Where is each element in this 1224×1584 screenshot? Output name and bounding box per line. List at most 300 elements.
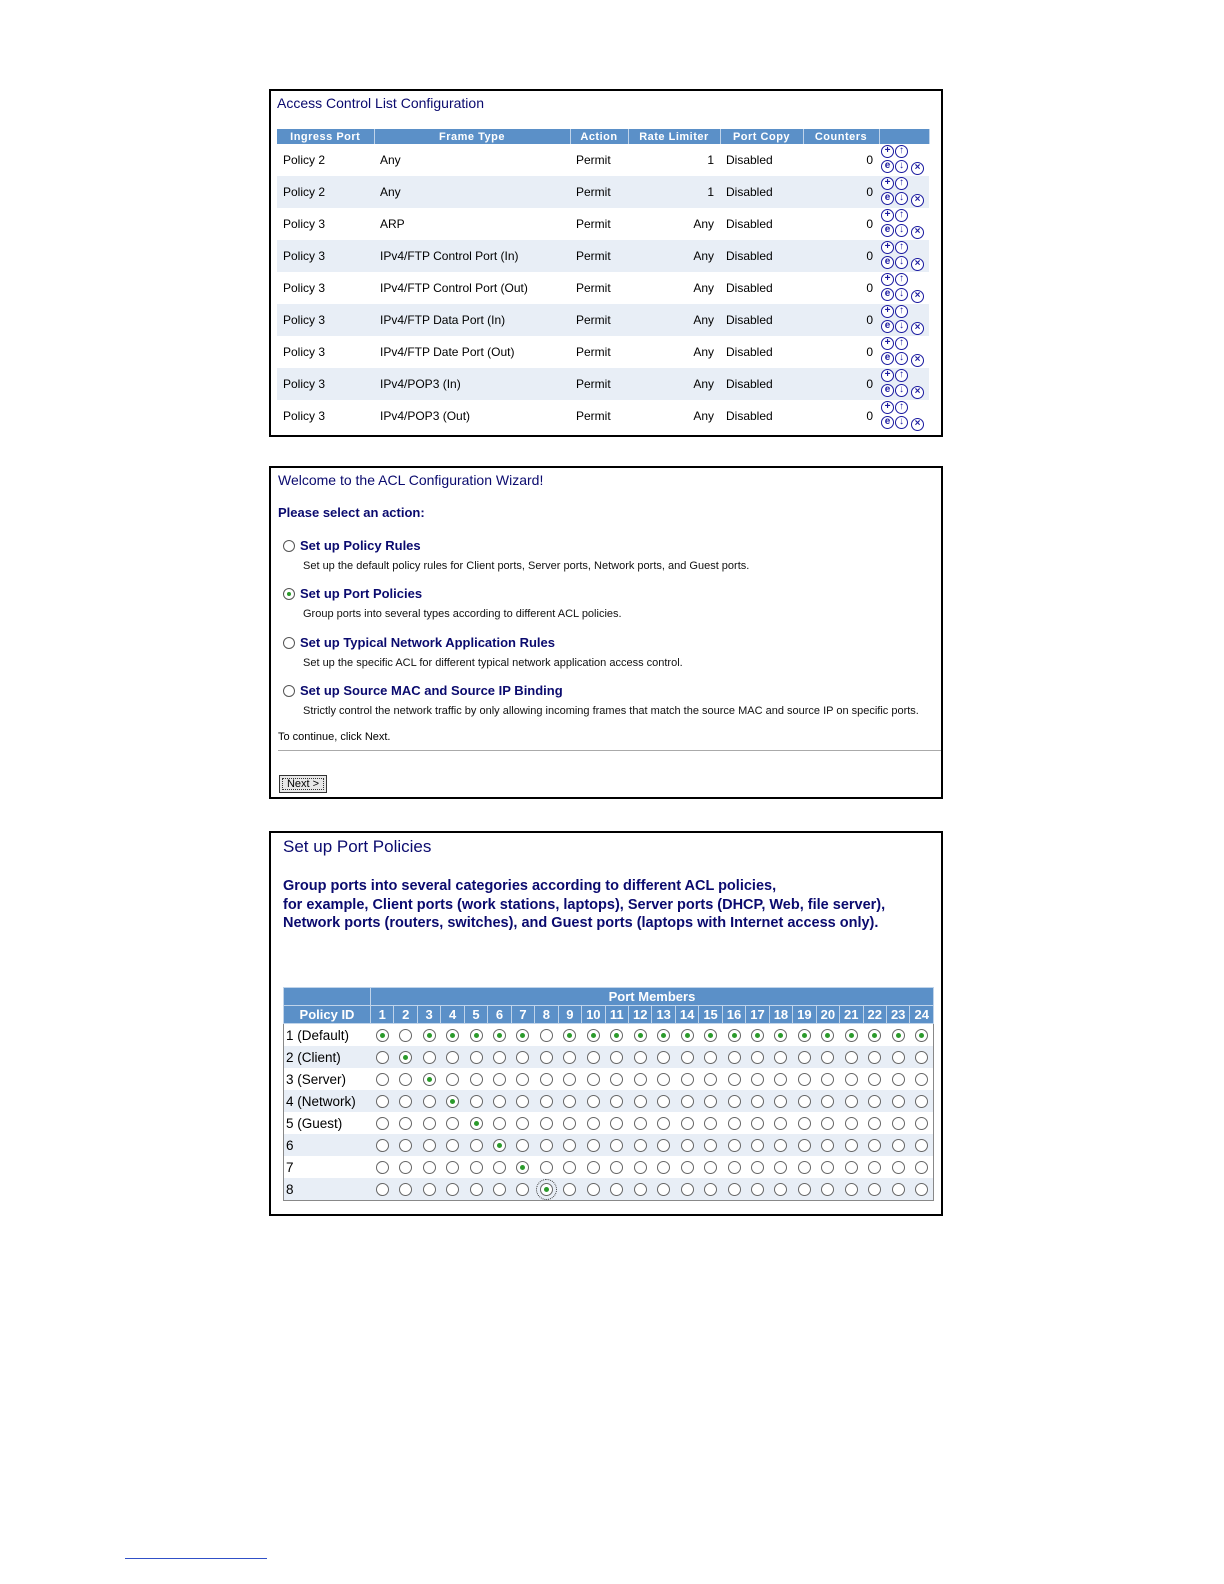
port-radio[interactable]	[587, 1029, 600, 1042]
move-up-icon[interactable]: ↑	[895, 241, 908, 254]
acl-title: Access Control List Configuration	[277, 95, 484, 111]
port-radio[interactable]	[868, 1029, 881, 1042]
insert-icon[interactable]: +	[881, 369, 894, 382]
port-cell	[417, 1112, 440, 1134]
port-radio[interactable]	[540, 1095, 553, 1108]
port-radio[interactable]	[681, 1029, 694, 1042]
port-radio[interactable]	[563, 1051, 576, 1064]
port-radio[interactable]	[751, 1095, 764, 1108]
port-radio[interactable]	[376, 1161, 389, 1174]
port-cell	[769, 1112, 792, 1134]
port-radio[interactable]	[704, 1073, 717, 1086]
port-radio[interactable]	[868, 1161, 881, 1174]
port-radio[interactable]	[587, 1139, 600, 1152]
insert-icon[interactable]: +	[881, 273, 894, 286]
option-label[interactable]: Set up Source MAC and Source IP Binding	[300, 683, 563, 698]
port-radio[interactable]	[868, 1139, 881, 1152]
port-number-header: 16	[722, 1006, 745, 1024]
port-cell	[886, 1112, 909, 1134]
port-radio[interactable]	[657, 1073, 670, 1086]
port-radio[interactable]	[376, 1095, 389, 1108]
port-radio[interactable]	[399, 1029, 412, 1042]
port-cell	[582, 1068, 605, 1090]
port-radio[interactable]	[845, 1095, 858, 1108]
port-radio[interactable]	[516, 1117, 529, 1130]
port-radio[interactable]	[821, 1161, 834, 1174]
port-radio[interactable]	[446, 1073, 459, 1086]
port-radio[interactable]	[423, 1161, 436, 1174]
continue-hint: To continue, click Next.	[278, 731, 391, 743]
port-radio[interactable]	[563, 1073, 576, 1086]
port-radio[interactable]	[563, 1117, 576, 1130]
port-radio[interactable]	[845, 1117, 858, 1130]
port-radio[interactable]	[892, 1183, 905, 1196]
port-radio[interactable]	[493, 1183, 506, 1196]
delete-icon[interactable]: ×	[911, 226, 924, 239]
ingress-port-cell: Policy 3	[277, 336, 374, 368]
row-actions	[879, 336, 929, 368]
port-radio[interactable]	[399, 1051, 412, 1064]
port-radio[interactable]	[634, 1073, 647, 1086]
port-radio[interactable]	[634, 1029, 647, 1042]
port-cell	[582, 1178, 605, 1201]
port-radio[interactable]	[399, 1095, 412, 1108]
port-number-header: 15	[699, 1006, 722, 1024]
port-radio[interactable]	[915, 1095, 928, 1108]
port-radio[interactable]	[657, 1095, 670, 1108]
port-radio[interactable]	[493, 1117, 506, 1130]
port-radio[interactable]	[915, 1073, 928, 1086]
port-radio[interactable]	[774, 1073, 787, 1086]
port-radio[interactable]	[845, 1051, 858, 1064]
move-up-icon[interactable]: ↑	[895, 401, 908, 414]
port-radio[interactable]	[774, 1183, 787, 1196]
edit-icon[interactable]: e	[881, 256, 894, 269]
frame-type-cell: IPv4/POP3 (Out)	[374, 400, 570, 432]
port-radio[interactable]	[587, 1161, 600, 1174]
port-radio[interactable]	[657, 1117, 670, 1130]
port-radio[interactable]	[798, 1051, 811, 1064]
port-radio[interactable]	[423, 1029, 436, 1042]
port-radio[interactable]	[728, 1095, 741, 1108]
port-radio[interactable]	[610, 1051, 623, 1064]
port-radio[interactable]	[798, 1073, 811, 1086]
port-radio[interactable]	[751, 1161, 764, 1174]
ingress-port-cell: Policy 3	[277, 272, 374, 304]
port-cell	[769, 1068, 792, 1090]
edit-icon[interactable]: e	[881, 352, 894, 365]
port-radio[interactable]	[915, 1161, 928, 1174]
port-cell	[628, 1134, 651, 1156]
port-radio[interactable]	[376, 1073, 389, 1086]
port-radio[interactable]	[728, 1161, 741, 1174]
move-down-icon[interactable]: ↓	[895, 352, 908, 365]
port-radio[interactable]	[751, 1117, 764, 1130]
insert-icon[interactable]: +	[881, 305, 894, 318]
port-copy-cell: Disabled	[720, 400, 803, 432]
port-radio[interactable]	[516, 1183, 529, 1196]
port-radio[interactable]	[821, 1183, 834, 1196]
port-radio[interactable]	[728, 1073, 741, 1086]
port-radio[interactable]	[657, 1051, 670, 1064]
port-radio[interactable]	[446, 1161, 459, 1174]
delete-icon[interactable]: ×	[911, 162, 924, 175]
edit-icon[interactable]: e	[881, 320, 894, 333]
port-radio[interactable]	[540, 1183, 553, 1196]
insert-icon[interactable]: +	[881, 241, 894, 254]
port-radio[interactable]	[845, 1183, 858, 1196]
move-down-icon[interactable]: ↓	[895, 384, 908, 397]
port-radio[interactable]	[845, 1029, 858, 1042]
delete-icon[interactable]: ×	[911, 322, 924, 335]
port-number-header: 1	[371, 1006, 394, 1024]
port-radio[interactable]	[774, 1139, 787, 1152]
port-radio[interactable]	[728, 1139, 741, 1152]
port-radio[interactable]	[493, 1161, 506, 1174]
port-radio[interactable]	[540, 1161, 553, 1174]
port-radio[interactable]	[681, 1095, 694, 1108]
port-radio[interactable]	[774, 1095, 787, 1108]
port-radio[interactable]	[681, 1117, 694, 1130]
frame-type-cell: IPv4/FTP Control Port (Out)	[374, 272, 570, 304]
port-radio[interactable]	[376, 1117, 389, 1130]
option-radio[interactable]	[283, 588, 295, 600]
port-radio[interactable]	[399, 1161, 412, 1174]
port-radio[interactable]	[868, 1073, 881, 1086]
port-radio[interactable]	[423, 1117, 436, 1130]
edit-icon[interactable]: e	[881, 192, 894, 205]
port-radio[interactable]	[470, 1117, 483, 1130]
port-radio[interactable]	[610, 1161, 623, 1174]
port-radio[interactable]	[516, 1029, 529, 1042]
port-radio[interactable]	[470, 1029, 483, 1042]
port-cell	[793, 1112, 816, 1134]
port-radio[interactable]	[821, 1139, 834, 1152]
port-radio[interactable]	[798, 1183, 811, 1196]
port-radio[interactable]	[892, 1139, 905, 1152]
move-up-icon[interactable]: ↑	[895, 209, 908, 222]
port-cell	[464, 1112, 487, 1134]
port-radio[interactable]	[423, 1073, 436, 1086]
port-radio[interactable]	[915, 1051, 928, 1064]
port-number-header: 17	[746, 1006, 769, 1024]
port-radio[interactable]	[868, 1183, 881, 1196]
port-radio[interactable]	[516, 1073, 529, 1086]
port-radio[interactable]	[728, 1029, 741, 1042]
port-radio[interactable]	[868, 1051, 881, 1064]
delete-icon[interactable]: ×	[911, 354, 924, 367]
ingress-port-cell: Policy 3	[277, 368, 374, 400]
port-radio[interactable]	[516, 1095, 529, 1108]
port-radio[interactable]	[892, 1161, 905, 1174]
port-cell	[840, 1178, 863, 1201]
delete-icon[interactable]: ×	[911, 194, 924, 207]
port-cell	[511, 1112, 534, 1134]
port-radio[interactable]	[610, 1117, 623, 1130]
port-radio[interactable]	[610, 1139, 623, 1152]
port-radio[interactable]	[423, 1095, 436, 1108]
port-radio[interactable]	[470, 1051, 483, 1064]
port-radio[interactable]	[915, 1183, 928, 1196]
policy-row	[284, 1024, 934, 1047]
port-radio[interactable]	[563, 1161, 576, 1174]
port-radio[interactable]	[516, 1161, 529, 1174]
port-radio[interactable]	[563, 1095, 576, 1108]
port-radio[interactable]	[915, 1139, 928, 1152]
option-label[interactable]: Set up Typical Network Application Rules	[300, 635, 555, 650]
port-radio[interactable]	[821, 1117, 834, 1130]
move-down-icon[interactable]: ↓	[895, 192, 908, 205]
port-radio[interactable]	[915, 1117, 928, 1130]
wizard-prompt: Please select an action:	[278, 505, 425, 520]
move-down-icon[interactable]: ↓	[895, 288, 908, 301]
move-up-icon[interactable]: ↑	[895, 145, 908, 158]
port-radio[interactable]	[657, 1029, 670, 1042]
delete-icon[interactable]: ×	[911, 386, 924, 399]
port-radio[interactable]	[681, 1073, 694, 1086]
port-radio[interactable]	[587, 1051, 600, 1064]
port-radio[interactable]	[376, 1183, 389, 1196]
acl-table	[277, 129, 930, 432]
port-radio[interactable]	[376, 1139, 389, 1152]
port-radio[interactable]	[540, 1073, 553, 1086]
port-radio[interactable]	[892, 1029, 905, 1042]
port-radio[interactable]	[798, 1095, 811, 1108]
delete-icon[interactable]: ×	[911, 418, 924, 431]
port-radio[interactable]	[681, 1139, 694, 1152]
port-cell	[511, 1134, 534, 1156]
port-radio[interactable]	[704, 1029, 717, 1042]
port-radio[interactable]	[892, 1117, 905, 1130]
edit-icon[interactable]: e	[881, 224, 894, 237]
col-ingress-port: Ingress Port	[277, 129, 374, 144]
port-radio[interactable]	[446, 1183, 459, 1196]
port-radio[interactable]	[704, 1095, 717, 1108]
port-radio[interactable]	[657, 1139, 670, 1152]
port-radio[interactable]	[704, 1161, 717, 1174]
insert-icon[interactable]: +	[881, 401, 894, 414]
port-radio[interactable]	[821, 1051, 834, 1064]
port-radio[interactable]	[587, 1095, 600, 1108]
port-radio[interactable]	[845, 1073, 858, 1086]
move-down-icon[interactable]: ↓	[895, 256, 908, 269]
port-radio[interactable]	[399, 1139, 412, 1152]
option-label[interactable]: Set up Policy Rules	[300, 538, 421, 553]
port-radio[interactable]	[493, 1139, 506, 1152]
port-radio[interactable]	[728, 1051, 741, 1064]
edit-icon[interactable]: e	[881, 160, 894, 173]
port-radio[interactable]	[751, 1183, 764, 1196]
port-cell	[863, 1024, 886, 1047]
port-radio[interactable]	[376, 1051, 389, 1064]
port-radio[interactable]	[376, 1029, 389, 1042]
port-cell	[652, 1046, 675, 1068]
counters-cell: 0	[803, 368, 879, 400]
port-radio[interactable]	[728, 1183, 741, 1196]
port-cell	[652, 1134, 675, 1156]
port-radio[interactable]	[399, 1073, 412, 1086]
delete-icon[interactable]: ×	[911, 258, 924, 271]
port-radio[interactable]	[681, 1051, 694, 1064]
port-radio[interactable]	[470, 1073, 483, 1086]
port-radio[interactable]	[657, 1183, 670, 1196]
port-radio[interactable]	[798, 1029, 811, 1042]
port-radio[interactable]	[774, 1051, 787, 1064]
insert-icon[interactable]: +	[881, 145, 894, 158]
port-cell	[628, 1068, 651, 1090]
port-radio[interactable]	[774, 1029, 787, 1042]
port-radio[interactable]	[610, 1029, 623, 1042]
ingress-port-cell: Policy 3	[277, 208, 374, 240]
move-down-icon[interactable]: ↓	[895, 224, 908, 237]
port-radio[interactable]	[399, 1183, 412, 1196]
port-radio[interactable]	[470, 1161, 483, 1174]
port-radio[interactable]	[493, 1095, 506, 1108]
port-radio[interactable]	[587, 1183, 600, 1196]
port-radio[interactable]	[423, 1183, 436, 1196]
port-radio[interactable]	[540, 1117, 553, 1130]
port-radio[interactable]	[493, 1029, 506, 1042]
port-radio[interactable]	[446, 1051, 459, 1064]
insert-icon[interactable]: +	[881, 177, 894, 190]
port-radio[interactable]	[798, 1161, 811, 1174]
port-radio[interactable]	[892, 1073, 905, 1086]
port-radio[interactable]	[798, 1139, 811, 1152]
port-radio[interactable]	[563, 1183, 576, 1196]
next-button[interactable]: Next >	[279, 775, 327, 793]
port-radio[interactable]	[470, 1183, 483, 1196]
port-radio[interactable]	[868, 1095, 881, 1108]
policy-name: 2 (Client)	[284, 1046, 371, 1068]
port-cell	[816, 1178, 839, 1201]
port-radio[interactable]	[634, 1183, 647, 1196]
port-radio[interactable]	[634, 1139, 647, 1152]
insert-icon[interactable]: +	[881, 337, 894, 350]
port-radio[interactable]	[868, 1117, 881, 1130]
port-radio[interactable]	[821, 1073, 834, 1086]
port-cell	[441, 1090, 464, 1112]
port-radio[interactable]	[751, 1073, 764, 1086]
insert-icon[interactable]: +	[881, 209, 894, 222]
port-radio[interactable]	[399, 1117, 412, 1130]
description-line: Group ports into several categories according to different ACL policies,	[283, 878, 777, 894]
port-radio[interactable]	[493, 1051, 506, 1064]
port-radio[interactable]	[446, 1095, 459, 1108]
edit-icon[interactable]: e	[881, 288, 894, 301]
port-radio[interactable]	[704, 1051, 717, 1064]
port-radio[interactable]	[798, 1117, 811, 1130]
option-radio[interactable]	[283, 685, 295, 697]
port-cell	[511, 1156, 534, 1178]
port-radio[interactable]	[563, 1139, 576, 1152]
move-up-icon[interactable]: ↑	[895, 177, 908, 190]
port-radio[interactable]	[540, 1139, 553, 1152]
move-up-icon[interactable]: ↑	[895, 273, 908, 286]
option-radio[interactable]	[283, 637, 295, 649]
move-up-icon[interactable]: ↑	[895, 337, 908, 350]
port-cell	[863, 1178, 886, 1201]
move-down-icon[interactable]: ↓	[895, 320, 908, 333]
port-radio[interactable]	[704, 1117, 717, 1130]
port-cell	[652, 1178, 675, 1201]
port-radio[interactable]	[681, 1161, 694, 1174]
move-up-icon[interactable]: ↑	[895, 369, 908, 382]
port-radio[interactable]	[610, 1095, 623, 1108]
port-radio[interactable]	[610, 1183, 623, 1196]
delete-icon[interactable]: ×	[911, 290, 924, 303]
port-radio[interactable]	[892, 1051, 905, 1064]
port-radio[interactable]	[634, 1117, 647, 1130]
port-radio[interactable]	[751, 1139, 764, 1152]
port-cell	[910, 1178, 934, 1201]
acl-wizard-panel	[269, 466, 943, 799]
port-radio[interactable]	[774, 1117, 787, 1130]
port-radio[interactable]	[540, 1029, 553, 1042]
ingress-port-cell: Policy 2	[277, 176, 374, 208]
port-radio[interactable]	[657, 1161, 670, 1174]
port-radio[interactable]	[563, 1029, 576, 1042]
frame-type-cell: IPv4/FTP Date Port (Out)	[374, 336, 570, 368]
port-radio[interactable]	[751, 1029, 764, 1042]
edit-icon[interactable]: e	[881, 416, 894, 429]
port-radio[interactable]	[704, 1183, 717, 1196]
port-radio[interactable]	[634, 1051, 647, 1064]
port-radio[interactable]	[470, 1095, 483, 1108]
port-radio[interactable]	[681, 1183, 694, 1196]
port-radio[interactable]	[516, 1139, 529, 1152]
port-radio[interactable]	[751, 1051, 764, 1064]
port-radio[interactable]	[845, 1139, 858, 1152]
port-cell	[417, 1134, 440, 1156]
port-radio[interactable]	[423, 1051, 436, 1064]
port-radio[interactable]	[821, 1029, 834, 1042]
port-radio[interactable]	[470, 1139, 483, 1152]
port-radio[interactable]	[634, 1095, 647, 1108]
port-radio[interactable]	[446, 1117, 459, 1130]
port-radio[interactable]	[446, 1139, 459, 1152]
port-radio[interactable]	[704, 1139, 717, 1152]
col-counters: Counters	[803, 129, 879, 144]
port-radio[interactable]	[845, 1161, 858, 1174]
edit-icon[interactable]: e	[881, 384, 894, 397]
port-radio[interactable]	[423, 1139, 436, 1152]
port-radio[interactable]	[540, 1051, 553, 1064]
port-cell	[746, 1090, 769, 1112]
port-radio[interactable]	[446, 1029, 459, 1042]
port-radio[interactable]	[728, 1117, 741, 1130]
port-radio[interactable]	[774, 1161, 787, 1174]
port-number-header: 24	[910, 1006, 934, 1024]
port-cell	[394, 1134, 417, 1156]
move-up-icon[interactable]: ↑	[895, 305, 908, 318]
port-radio[interactable]	[610, 1073, 623, 1086]
port-radio[interactable]	[821, 1095, 834, 1108]
acl-row	[277, 304, 929, 336]
move-down-icon[interactable]: ↓	[895, 160, 908, 173]
option-label[interactable]: Set up Port Policies	[300, 586, 423, 601]
port-cell	[628, 1046, 651, 1068]
port-cell	[910, 1090, 934, 1112]
port-radio[interactable]	[516, 1051, 529, 1064]
move-down-icon[interactable]: ↓	[895, 416, 908, 429]
port-radio[interactable]	[493, 1073, 506, 1086]
port-radio[interactable]	[915, 1029, 928, 1042]
port-radio[interactable]	[587, 1117, 600, 1130]
port-radio[interactable]	[634, 1161, 647, 1174]
port-radio[interactable]	[587, 1073, 600, 1086]
option-radio[interactable]	[283, 540, 295, 552]
port-radio[interactable]	[892, 1095, 905, 1108]
